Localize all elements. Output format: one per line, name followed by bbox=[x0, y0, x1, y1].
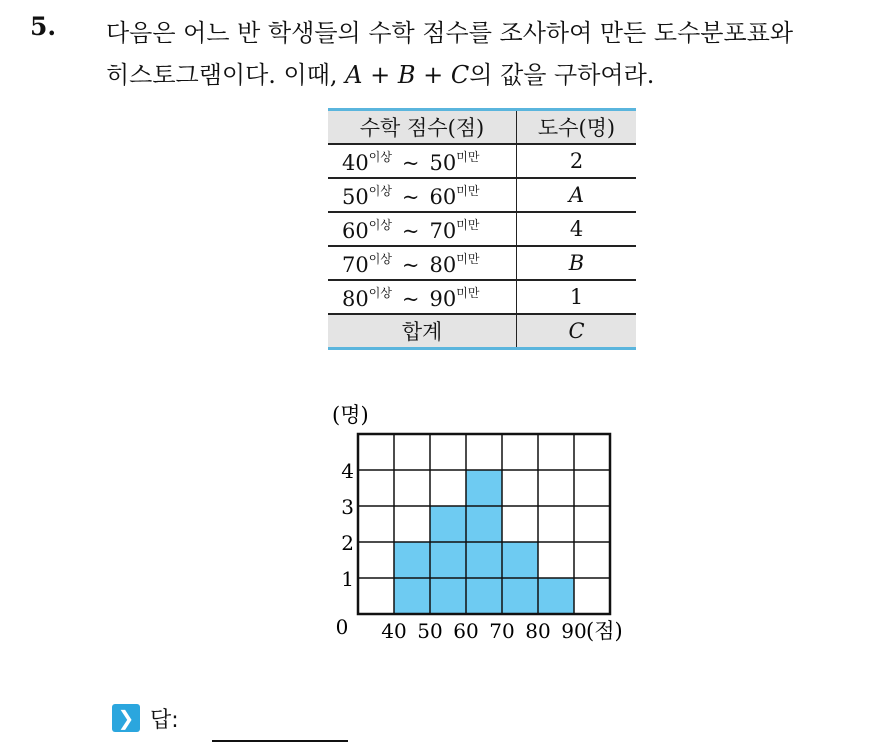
question-line-2-prefix: 히스토그램이다. 이때, bbox=[106, 61, 346, 89]
question-text bbox=[106, 12, 876, 96]
table-total-row bbox=[328, 314, 636, 349]
table-row bbox=[328, 246, 636, 280]
histogram-bar bbox=[430, 506, 466, 614]
score-range: $40^{이상}$ ~ $50^{미만}$ bbox=[328, 144, 517, 178]
table-row bbox=[328, 144, 636, 178]
table-row bbox=[328, 280, 636, 314]
answer-label: 답: bbox=[150, 708, 179, 733]
score-range: $60^{이상}$ ~ $70^{미만}$ bbox=[328, 212, 517, 246]
y-tick-label: 2 bbox=[341, 531, 354, 555]
total-label: 합계 bbox=[328, 314, 517, 349]
frequency-value: 4 bbox=[517, 212, 637, 246]
question-line-2 bbox=[106, 54, 876, 96]
frequency-value: 1 bbox=[569, 285, 584, 309]
total-value: C bbox=[517, 314, 637, 349]
score-range: $80^{이상}$ ~ $90^{미만}$ bbox=[328, 280, 517, 314]
y-tick-label: 3 bbox=[341, 495, 354, 519]
frequency-value: B bbox=[517, 246, 637, 280]
table-row bbox=[328, 178, 636, 212]
histogram-bar bbox=[538, 578, 574, 614]
table-header-row bbox=[328, 110, 636, 145]
table-row bbox=[328, 212, 636, 246]
question-line-1: 다음은 어느 반 학생들의 수학 점수를 조사하여 만든 도수분포표와 bbox=[106, 19, 793, 47]
answer-blank[interactable] bbox=[212, 740, 348, 742]
header-frequency: 도수(명) bbox=[517, 110, 637, 145]
y-axis-label: (명) bbox=[332, 403, 369, 427]
x-tick-label: 40 bbox=[381, 619, 407, 643]
x-axis-label: (점) bbox=[586, 619, 623, 643]
chevron-right-icon: ❯ bbox=[112, 704, 140, 732]
frequency-value: A bbox=[517, 178, 637, 212]
y-tick-label: 1 bbox=[341, 567, 354, 591]
y-tick-label: 4 bbox=[341, 459, 354, 483]
question-expression: A + B + C bbox=[345, 61, 470, 89]
origin-label: 0 bbox=[335, 615, 349, 639]
question-line-2-suffix: 의 값을 구하여라. bbox=[469, 61, 655, 89]
frequency-table bbox=[328, 108, 636, 350]
histogram bbox=[320, 400, 650, 650]
frequency-value: 2 bbox=[517, 144, 637, 178]
x-tick-label: 80 bbox=[525, 619, 551, 643]
question-number: 5. bbox=[30, 12, 57, 41]
x-tick-label: 50 bbox=[417, 619, 443, 643]
x-tick-label: 90 bbox=[561, 619, 587, 643]
x-tick-label: 70 bbox=[489, 619, 515, 643]
header-score: 수학 점수(점) bbox=[328, 110, 517, 145]
score-range: $70^{이상}$ ~ $80^{미만}$ bbox=[328, 246, 517, 280]
score-range: $50^{이상}$ ~ $60^{미만}$ bbox=[328, 178, 517, 212]
x-tick-label: 60 bbox=[453, 619, 479, 643]
